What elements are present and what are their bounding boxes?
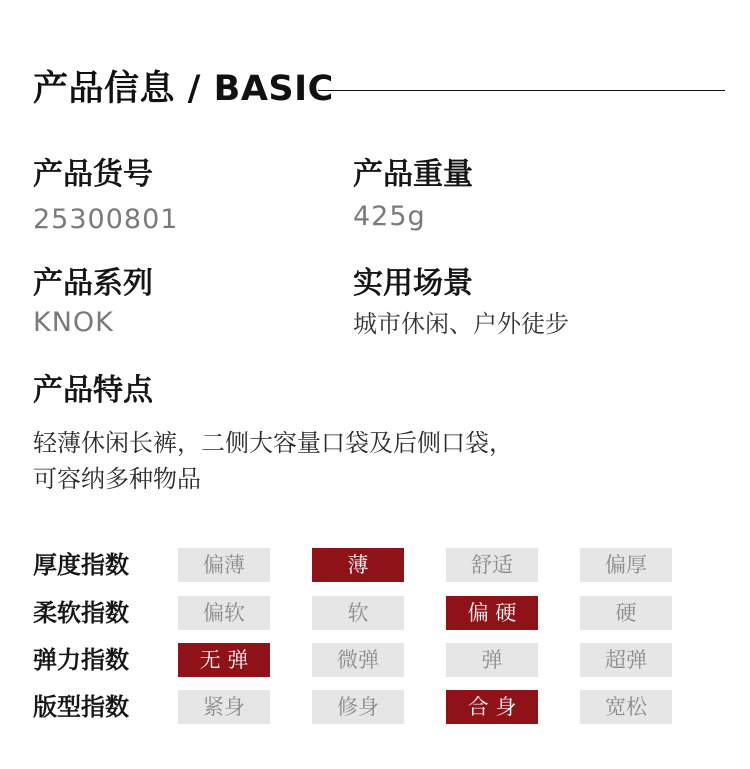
index-option: 弹: [446, 643, 538, 677]
index-option: 超弹: [580, 643, 672, 677]
features-line-1: 轻薄休闲长裤，二侧大容量口袋及后侧口袋，: [33, 429, 513, 457]
item-no-value: 25300801: [33, 204, 179, 235]
index-option: 偏软: [178, 596, 270, 630]
index-option: 偏薄: [178, 548, 270, 582]
index-option: 偏 硬: [446, 596, 538, 630]
index-label: 柔软指数: [33, 599, 129, 627]
thickness-index-row: [33, 548, 683, 582]
index-option: 修身: [312, 690, 404, 724]
index-option: 偏厚: [580, 548, 672, 582]
features-line-2: 可容纳多种物品: [33, 465, 201, 493]
index-option: 合 身: [446, 690, 538, 724]
softness-index-row: [33, 596, 683, 630]
weight-label: 产品重量: [353, 157, 473, 192]
index-label: 厚度指数: [33, 551, 129, 579]
item-no-label: 产品货号: [33, 157, 153, 192]
section-title: 产品信息 / BASIC: [33, 69, 334, 109]
index-option: 舒适: [446, 548, 538, 582]
index-label: 弹力指数: [33, 646, 129, 674]
weight-value: 425g: [353, 201, 426, 232]
index-label: 版型指数: [33, 693, 129, 721]
index-option: 宽松: [580, 690, 672, 724]
scene-label: 实用场景: [353, 266, 473, 301]
series-value: KNOK: [33, 307, 114, 338]
index-option: 无 弹: [178, 643, 270, 677]
index-option: 紧身: [178, 690, 270, 724]
header-divider: [318, 90, 725, 91]
index-option: 微弹: [312, 643, 404, 677]
scene-value: 城市休闲、户外徒步: [353, 310, 569, 338]
features-label: 产品特点: [33, 373, 153, 408]
elasticity-index-row: [33, 643, 683, 677]
index-option: 硬: [580, 596, 672, 630]
features-description: [33, 425, 513, 497]
fit-index-row: [33, 690, 683, 724]
section-header: [33, 66, 725, 112]
index-option: 软: [312, 596, 404, 630]
series-label: 产品系列: [33, 266, 153, 301]
index-option: 薄: [312, 548, 404, 582]
